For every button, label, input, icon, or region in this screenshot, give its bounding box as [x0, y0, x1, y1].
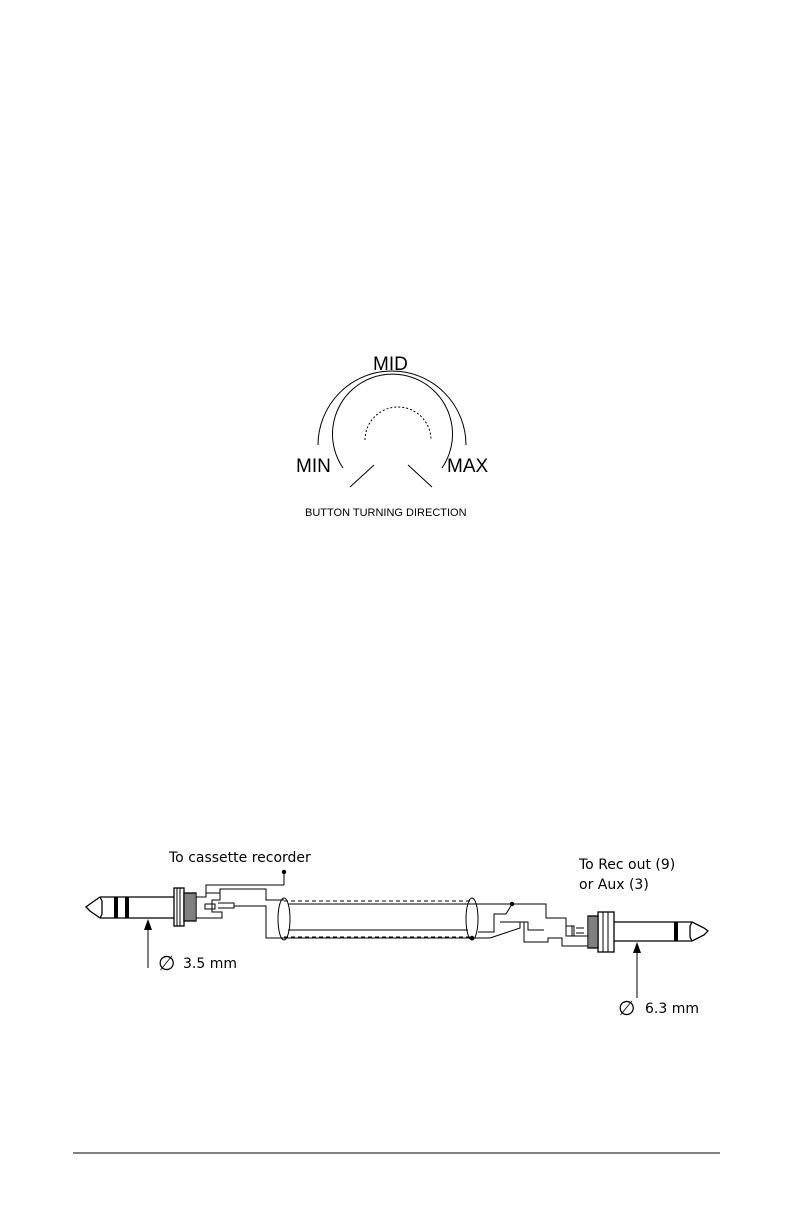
knob-label-mid: MID — [373, 354, 408, 375]
cable-diagram — [86, 850, 708, 1020]
label-to-cassette-recorder: To cassette recorder — [169, 850, 311, 866]
arrow-left — [144, 919, 152, 968]
label-6-3mm: 6.3 mm — [645, 1001, 699, 1017]
knob-caption: BUTTON TURNING DIRECTION — [305, 507, 467, 519]
diameter-symbol-left: ∅ — [158, 951, 176, 975]
label-3-5mm: 3.5 mm — [183, 956, 237, 972]
knob-label-max: MAX — [447, 456, 489, 477]
knob-label-min: MIN — [296, 456, 331, 477]
jack-3-5mm — [86, 888, 234, 926]
diameter-symbol-right: ∅ — [618, 996, 636, 1020]
label-to-rec-out: To Rec out (9) — [579, 857, 676, 873]
arrow-right — [633, 942, 641, 998]
label-or-aux: or Aux (3) — [579, 877, 649, 893]
knob-dotted-arc — [365, 407, 431, 440]
knob-pointer-right — [408, 465, 432, 487]
knob-pointer-left — [350, 465, 374, 487]
knob-body — [333, 374, 453, 468]
